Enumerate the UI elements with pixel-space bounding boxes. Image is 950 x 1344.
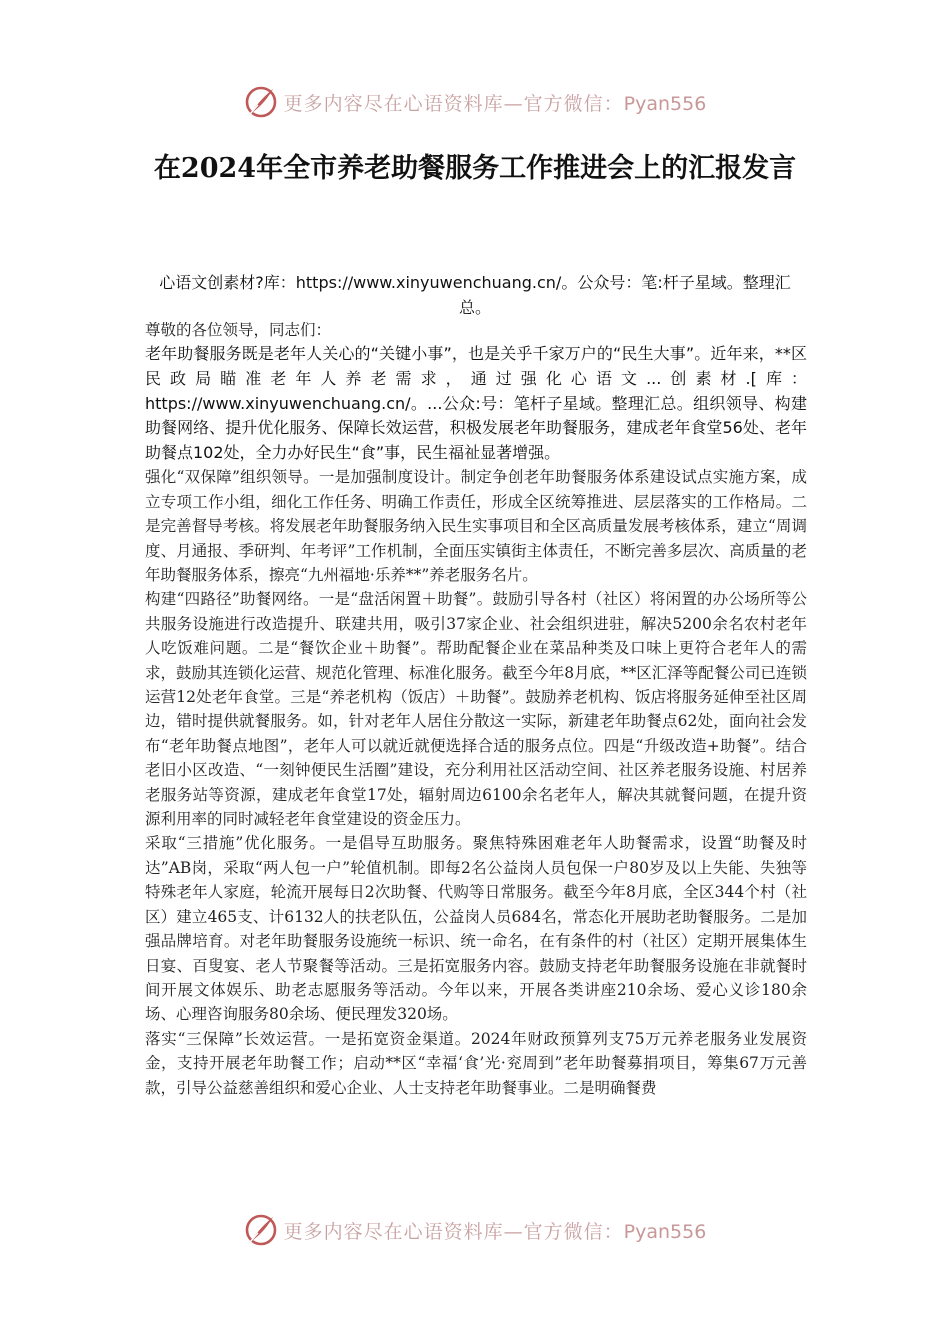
header-watermark-banner	[0, 82, 950, 122]
body-paragraph: 落实“三保障”长效运营。一是拓宽资金渠道。2024年财政预算列支75万元养老服务业发展资金，支持开展老年助餐工作；启动**区“幸福‘食’光·兖周到”老年助餐募捐项目，筹集67万元善款，引导公益慈善组织和爱心企业、人士支持老年助餐事业。二是明确餐费	[145, 1029, 807, 1097]
watermark-text: 更多内容尽在心语资料库—官方微信：Pyan556	[283, 92, 707, 115]
salutation: 尊敬的各位领导，同志们：	[145, 321, 332, 339]
document-body	[145, 318, 807, 1100]
body-paragraph: 构建“四路径”助餐网络。一是“盘活闲置＋助餐”。鼓励引导各村（社区）将闲置的办公场所等公共服务设施进行改造提升、联建共用，吸引37家企业、社会组织进驻，解决5200余名农村老年人吃饭难问题。二是“餐饮企业＋助餐”。帮助配餐企业在菜品种类及口味上更符合老年人的需求，鼓励其连锁化运营、规范化管理、标准化服务。截至今年8月底，**区汇泽等配餐公司已连锁运营12处老年食堂。三是“养老机构（饭店）＋助餐”。鼓励养老机构、饭店将服务延伸至社区周边，错时提供就餐服务。如，针对老年人居住分散这一实际，新建老年助餐点62处，面向社会发布“老年助餐点地图”，老年人可以就近就便选择合适的服务点位。四是“升级改造+助餐”。结合老旧小区改造、“一刻钟便民生活圈”建设，充分利用社区活动空间、社区养老服务设施、村居养老服务站等资源，建成老年食堂17处，辐射周边6100余名老年人，解决其就餐问题，在提升资源利用率的同时减轻老年食堂建设的资金压力。	[145, 590, 807, 829]
wechat-id: Pyan556	[623, 92, 707, 115]
page-title: 在2024年全市养老助餐服务工作推进会上的汇报发言	[153, 153, 797, 184]
quill-pen-logo-icon	[244, 85, 278, 119]
quill-pen-logo-icon	[244, 1213, 278, 1247]
wechat-id: Pyan556	[623, 1220, 707, 1243]
watermark-text: 更多内容尽在心语资料库—官方微信：Pyan556	[283, 1220, 707, 1243]
body-paragraph: 强化“双保障”组织领导。一是加强制度设计。制定争创老年助餐服务体系建设试点实施方案，成立专项工作小组，细化工作任务、明确工作责任，形成全区统筹推进、层层落实的工作格局。二是完善督导考核。将发展老年助餐服务纳入民生实事项目和全区高质量发展考核体系，建立“周调度、月通报、季研判、年考评”工作机制，全面压实镇街主体责任，不断完善多层次、高质量的老年助餐服务体系，擦亮“九州福地·乐养**”养老服务名片。	[145, 468, 807, 584]
body-paragraph: 采取“三措施”优化服务。一是倡导互助服务。聚焦特殊困难老年人助餐需求，设置“助餐及时达”AB岗，采取“两人包一户”轮值机制。即每2名公益岗人员包保一户80岁及以上失能、失独等特殊老年人家庭，轮流开展每日2次助餐、代购等日常服务。截至今年8月底，全区344个村（社区）建立465支、计6132人的扶老队伍，公益岗人员684名，常态化开展助老助餐服务。二是加强品牌培育。对老年助餐服务设施统一标识、统一命名，在有条件的村（社区）定期开展集体生日宴、百叟宴、老人节聚餐等活动。三是拓宽服务内容。鼓励支持老年助餐服务设施在非就餐时间开展文体娱乐、助老志愿服务等活动。今年以来，开展各类讲座210余场、爱心义诊180余场、心理咨询服务80余场、便民理发320场。	[145, 834, 807, 1024]
source-line: 心语文创素材?库：https://www.xinyuwenchuang.cn/。公众号：笔:杆子星域。整理汇总。	[159, 273, 791, 317]
footer-watermark-banner	[0, 1210, 950, 1250]
intro-paragraph: 老年助餐服务既是老年人关心的“关键小事”，也是关乎千家万户的“民生大事”。近年来，**区民政局瞄准老年人养老需求，通过强化心语文...创素材.[库：https://www.xinyuwenchuang.cn/。...公众:号：笔杆子星域。整理汇总。组织领导、构建助餐网络、提升优化服务、保障长效运营，积极发展老年助餐服务，建成老年食堂56处、老年助餐点102处，全力办好民生“食”事，民生福祉显著增强。	[145, 344, 807, 462]
